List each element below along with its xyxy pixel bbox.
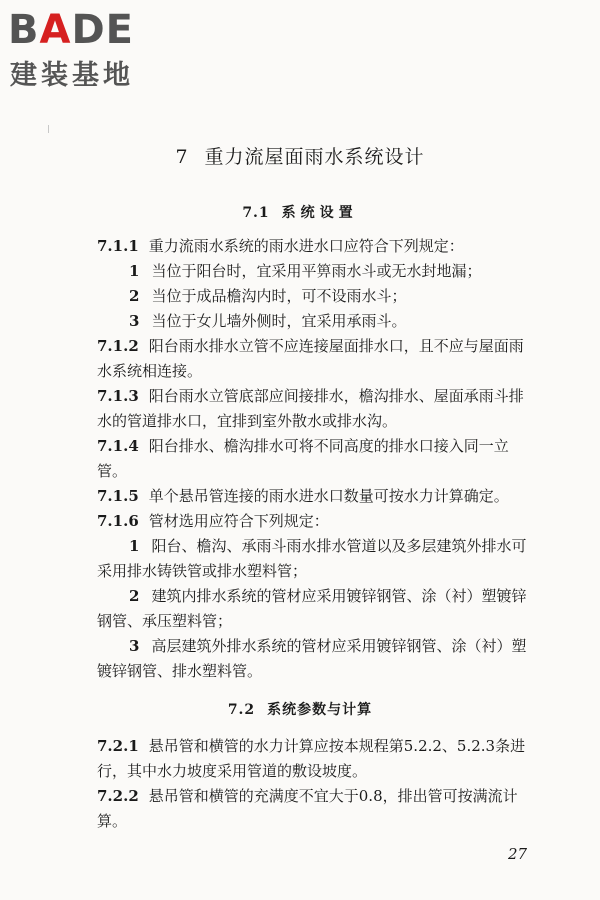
- logo-wordmark: BADE: [8, 7, 134, 53]
- item-number: 2: [129, 587, 140, 605]
- section-7-2-number: 7.2: [227, 702, 256, 718]
- clause-7-1-6-id: 7.1.6: [97, 512, 139, 530]
- clause-7-1-1-item-3: [97, 309, 537, 334]
- item-text: 当位于阳台时，宜采用平箅雨水斗或无水封地漏；: [151, 262, 482, 280]
- clause-7-1-5: [97, 484, 537, 509]
- item-text: 当位于女儿墙外侧时，宜采用承雨斗。: [151, 312, 407, 330]
- clause-7-2-2-text: 悬吊管和横管的充满度不宜大于0.8，排出管可按满流计算。: [97, 787, 518, 830]
- clause-7-1-4-id: 7.1.4: [97, 437, 139, 455]
- clause-7-2-1: [97, 734, 537, 784]
- clause-7-1-5-text: 单个悬吊管连接的雨水进水口数量可按水力计算确定。: [148, 487, 509, 505]
- item-text: 高层建筑外排水系统的管材应采用镀锌钢管、涂（衬）塑镀锌钢管、排水塑料管。: [97, 637, 527, 680]
- section-7-1-number: 7.1: [242, 205, 270, 221]
- item-text: 当位于成品檐沟内时，可不设雨水斗；: [151, 287, 407, 305]
- clause-7-1-6-item-1: [97, 534, 537, 584]
- clause-7-1-5-id: 7.1.5: [97, 487, 139, 505]
- item-text: 阳台、檐沟、承雨斗雨水排水管道以及多层建筑外排水可采用排水铸铁管或排水塑料管；: [97, 537, 527, 580]
- clause-7-1-2: [97, 334, 537, 384]
- clause-7-1-1-item-1: [97, 259, 537, 284]
- section-7-2-title: 系统参数与计算: [267, 702, 373, 718]
- item-number: 3: [129, 637, 140, 655]
- section-7-1-title: 系统设置: [281, 205, 358, 221]
- clause-7-1-3-text: 阳台雨水立管底部应间接排水，檐沟排水、屋面承雨斗排水的管道排水口，宜排到室外散水或排水沟。: [97, 387, 524, 430]
- publisher-logo: [8, 6, 178, 96]
- clause-7-1-1-text: 重力流雨水系统的雨水进水口应符合下列规定：: [148, 237, 464, 255]
- logo-accent-a: A: [39, 7, 72, 53]
- clause-7-1-1-id: 7.1.1: [97, 237, 139, 255]
- clause-7-1-2-id: 7.1.2: [97, 337, 139, 355]
- item-number: 1: [129, 262, 140, 280]
- clause-7-1-3: [97, 384, 537, 434]
- clause-7-2-1-text: 悬吊管和横管的水力计算应按本规程第5.2.2、5.2.3条进行，其中水力坡度采用管道的敷设坡度。: [97, 737, 526, 780]
- clause-7-1-1-item-2: [97, 284, 537, 309]
- section-7-1-heading: [0, 202, 600, 222]
- item-text: 建筑内排水系统的管材应采用镀锌钢管、涂（衬）塑镀锌钢管、承压塑料管；: [97, 587, 527, 630]
- item-number: 3: [129, 312, 140, 330]
- item-number: 2: [129, 287, 140, 305]
- item-number: 1: [129, 537, 140, 555]
- section-7-2-heading: [0, 699, 600, 719]
- clause-7-1-6: [97, 509, 537, 534]
- page-number: 27: [508, 845, 528, 863]
- clause-7-1-6-text: 管材选用应符合下列规定：: [148, 512, 329, 530]
- clause-7-1-4-text: 阳台排水、檐沟排水可将不同高度的排水口接入同一立管。: [97, 437, 509, 480]
- clause-7-1-3-id: 7.1.3: [97, 387, 139, 405]
- chapter-title: [0, 142, 600, 169]
- chapter-title-text: 重力流屋面雨水系统设计: [204, 146, 425, 168]
- clause-7-1-1: [97, 234, 537, 259]
- margin-tick: [48, 125, 49, 133]
- clause-7-2-2-id: 7.2.2: [97, 787, 139, 805]
- clause-7-1-2-text: 阳台雨水排水立管不应连接屋面排水口，且不应与屋面雨水系统相连接。: [97, 337, 524, 380]
- clause-7-1-6-item-2: [97, 584, 537, 634]
- logo-subtitle: 建装基地: [10, 60, 134, 91]
- clause-7-2-2: [97, 784, 537, 834]
- clause-7-1-4: [97, 434, 537, 484]
- clause-7-2-1-id: 7.2.1: [97, 737, 139, 755]
- chapter-number: 7: [175, 146, 189, 168]
- clause-7-1-6-item-3: [97, 634, 537, 684]
